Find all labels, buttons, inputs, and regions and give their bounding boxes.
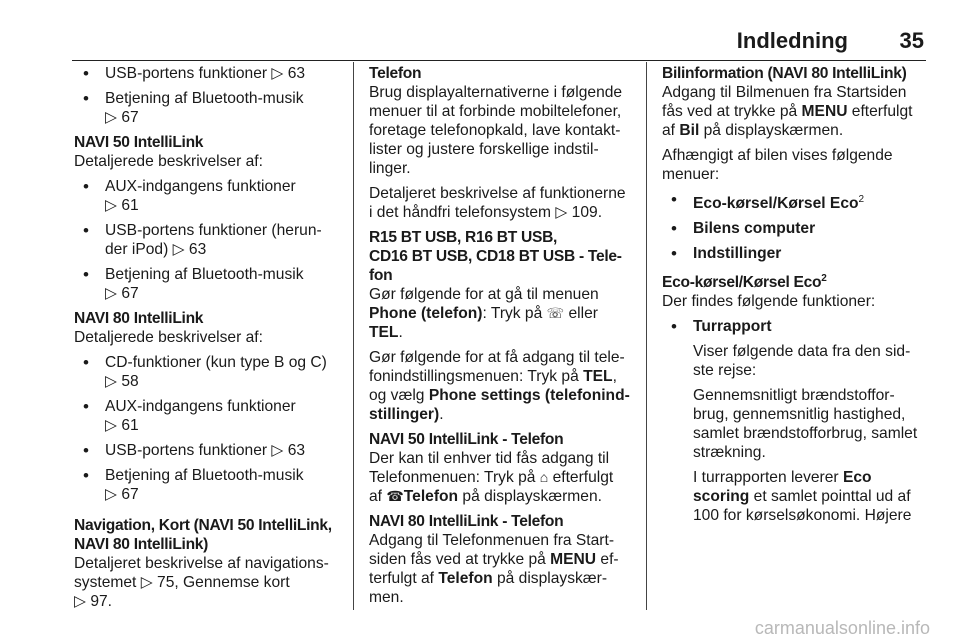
paragraph: Gør følgende for at gå til menuen Phone (telefon): Tryk på ☏ eller TEL.: [369, 286, 599, 341]
list-item: • Indstillinger: [662, 244, 930, 263]
section-heading: NAVI 50 IntelliLink: [74, 134, 204, 151]
list-item: • USB-portens funktioner ▷ 63: [74, 441, 344, 460]
home-icon: ⌂: [539, 469, 549, 485]
section-heading: NAVI 50 IntelliLink - Telefon: [369, 431, 564, 448]
list-item: • Bilens computer: [662, 219, 930, 238]
column-1: [74, 64, 344, 611]
list-item: • USB-portens funktioner (herun- der iPod) ▷ 63: [74, 221, 344, 259]
list-item: • Betjening af Bluetooth-musik ▷ 67: [74, 265, 344, 303]
section-heading: Telefon: [369, 65, 422, 82]
paragraph: Der findes følgende funktioner:: [662, 293, 876, 311]
list-item: • AUX-indgangens funktioner ▷ 61: [74, 397, 344, 435]
header-rule: [72, 60, 926, 61]
paragraph: Detaljerede beskrivelser af:: [74, 153, 263, 170]
page-number: 35: [899, 28, 924, 53]
list-item: • Betjening af Bluetooth-musik ▷ 67: [74, 466, 344, 504]
paragraph: Adgang til Telefonmenuen fra Start- siden fås ved at trykke på MENU ef- terfulgt af Telefon på displayskær- men.: [369, 532, 619, 606]
watermark: carmanualsonline.info: [754, 618, 930, 638]
section-heading: NAVI 80 IntelliLink: [74, 310, 204, 327]
list-item: • USB-portens funktioner ▷ 63: [74, 64, 344, 83]
paragraph: Der kan til enhver tid fås adgang til Telefonmenuen: Tryk på ⌂ efterfulgt af ☎Telefon på displayskærmen.: [369, 450, 614, 505]
section-heading: Navigation, Kort (NAVI 50 IntelliLink, NAVI 80 IntelliLink): [74, 517, 332, 553]
list-item: • AUX-indgangens funktioner ▷ 61: [74, 177, 344, 215]
column-2: [369, 64, 633, 607]
column-divider: [353, 62, 354, 610]
section-heading: Bilinformation (NAVI 80 IntelliLink): [662, 65, 907, 82]
paragraph: I turrapporten leverer Eco scoring et samlet pointtal ud af 100 for kørselsøkonomi. Højere: [693, 469, 912, 525]
column-3: [662, 64, 930, 525]
list-item: • Turrapport: [662, 317, 930, 336]
page-title: Indledning: [736, 28, 848, 53]
section-heading: Eco-kørsel/Kørsel Eco$^2$: [662, 273, 827, 292]
page-header: [0, 26, 960, 56]
paragraph: Detaljeret beskrivelse af navigations- systemet ▷ 75, Gennemse kort ▷ 97.: [74, 555, 329, 610]
section-heading: NAVI 80 IntelliLink - Telefon: [369, 513, 564, 530]
phone-menu-icon: ☏: [546, 305, 565, 321]
paragraph: Detaljerede beskrivelser af:: [74, 329, 263, 346]
list-item: • Betjening af Bluetooth-musik ▷ 67: [74, 89, 344, 127]
list-item: • CD-funktioner (kun type B og C) ▷ 58: [74, 353, 344, 391]
column-divider: [646, 62, 647, 610]
phone-icon: ☎: [386, 488, 404, 504]
paragraph: Adgang til Bilmenuen fra Startsiden fås ved at trykke på MENU efterfulgt af Bil på displayskærmen.: [662, 84, 913, 139]
section-heading: R15 BT USB, R16 BT USB, CD16 BT USB, CD18 BT USB - Tele- fon: [369, 229, 622, 284]
paragraph: Detaljeret beskrivelse af funktionerne i det håndfri telefonsystem ▷ 109.: [369, 185, 626, 221]
paragraph: Brug displayalternativerne i følgende menuer til at forbinde mobiltelefoner, foretage telefonopkald, lave kontakt- lister og justere forskellige indstil- linger.: [369, 84, 623, 177]
list-item: • Eco-kørsel/Kørsel Eco$^2$: [662, 190, 930, 213]
paragraph: Gennemsnitligt brændstoffor- brug, gennemsnitlig hastighed, samlet brændstofforbrug, samlet strækning.: [693, 387, 918, 462]
paragraph: Gør følgende for at få adgang til tele- fonindstillingsmenuen: Tryk på TEL, og vælg Phone settings (telefonind- stillinger).: [369, 349, 630, 423]
paragraph: Afhængigt af bilen vises følgende menuer:: [662, 147, 893, 183]
paragraph: Viser følgende data fra den sid- ste rejse:: [693, 343, 911, 380]
